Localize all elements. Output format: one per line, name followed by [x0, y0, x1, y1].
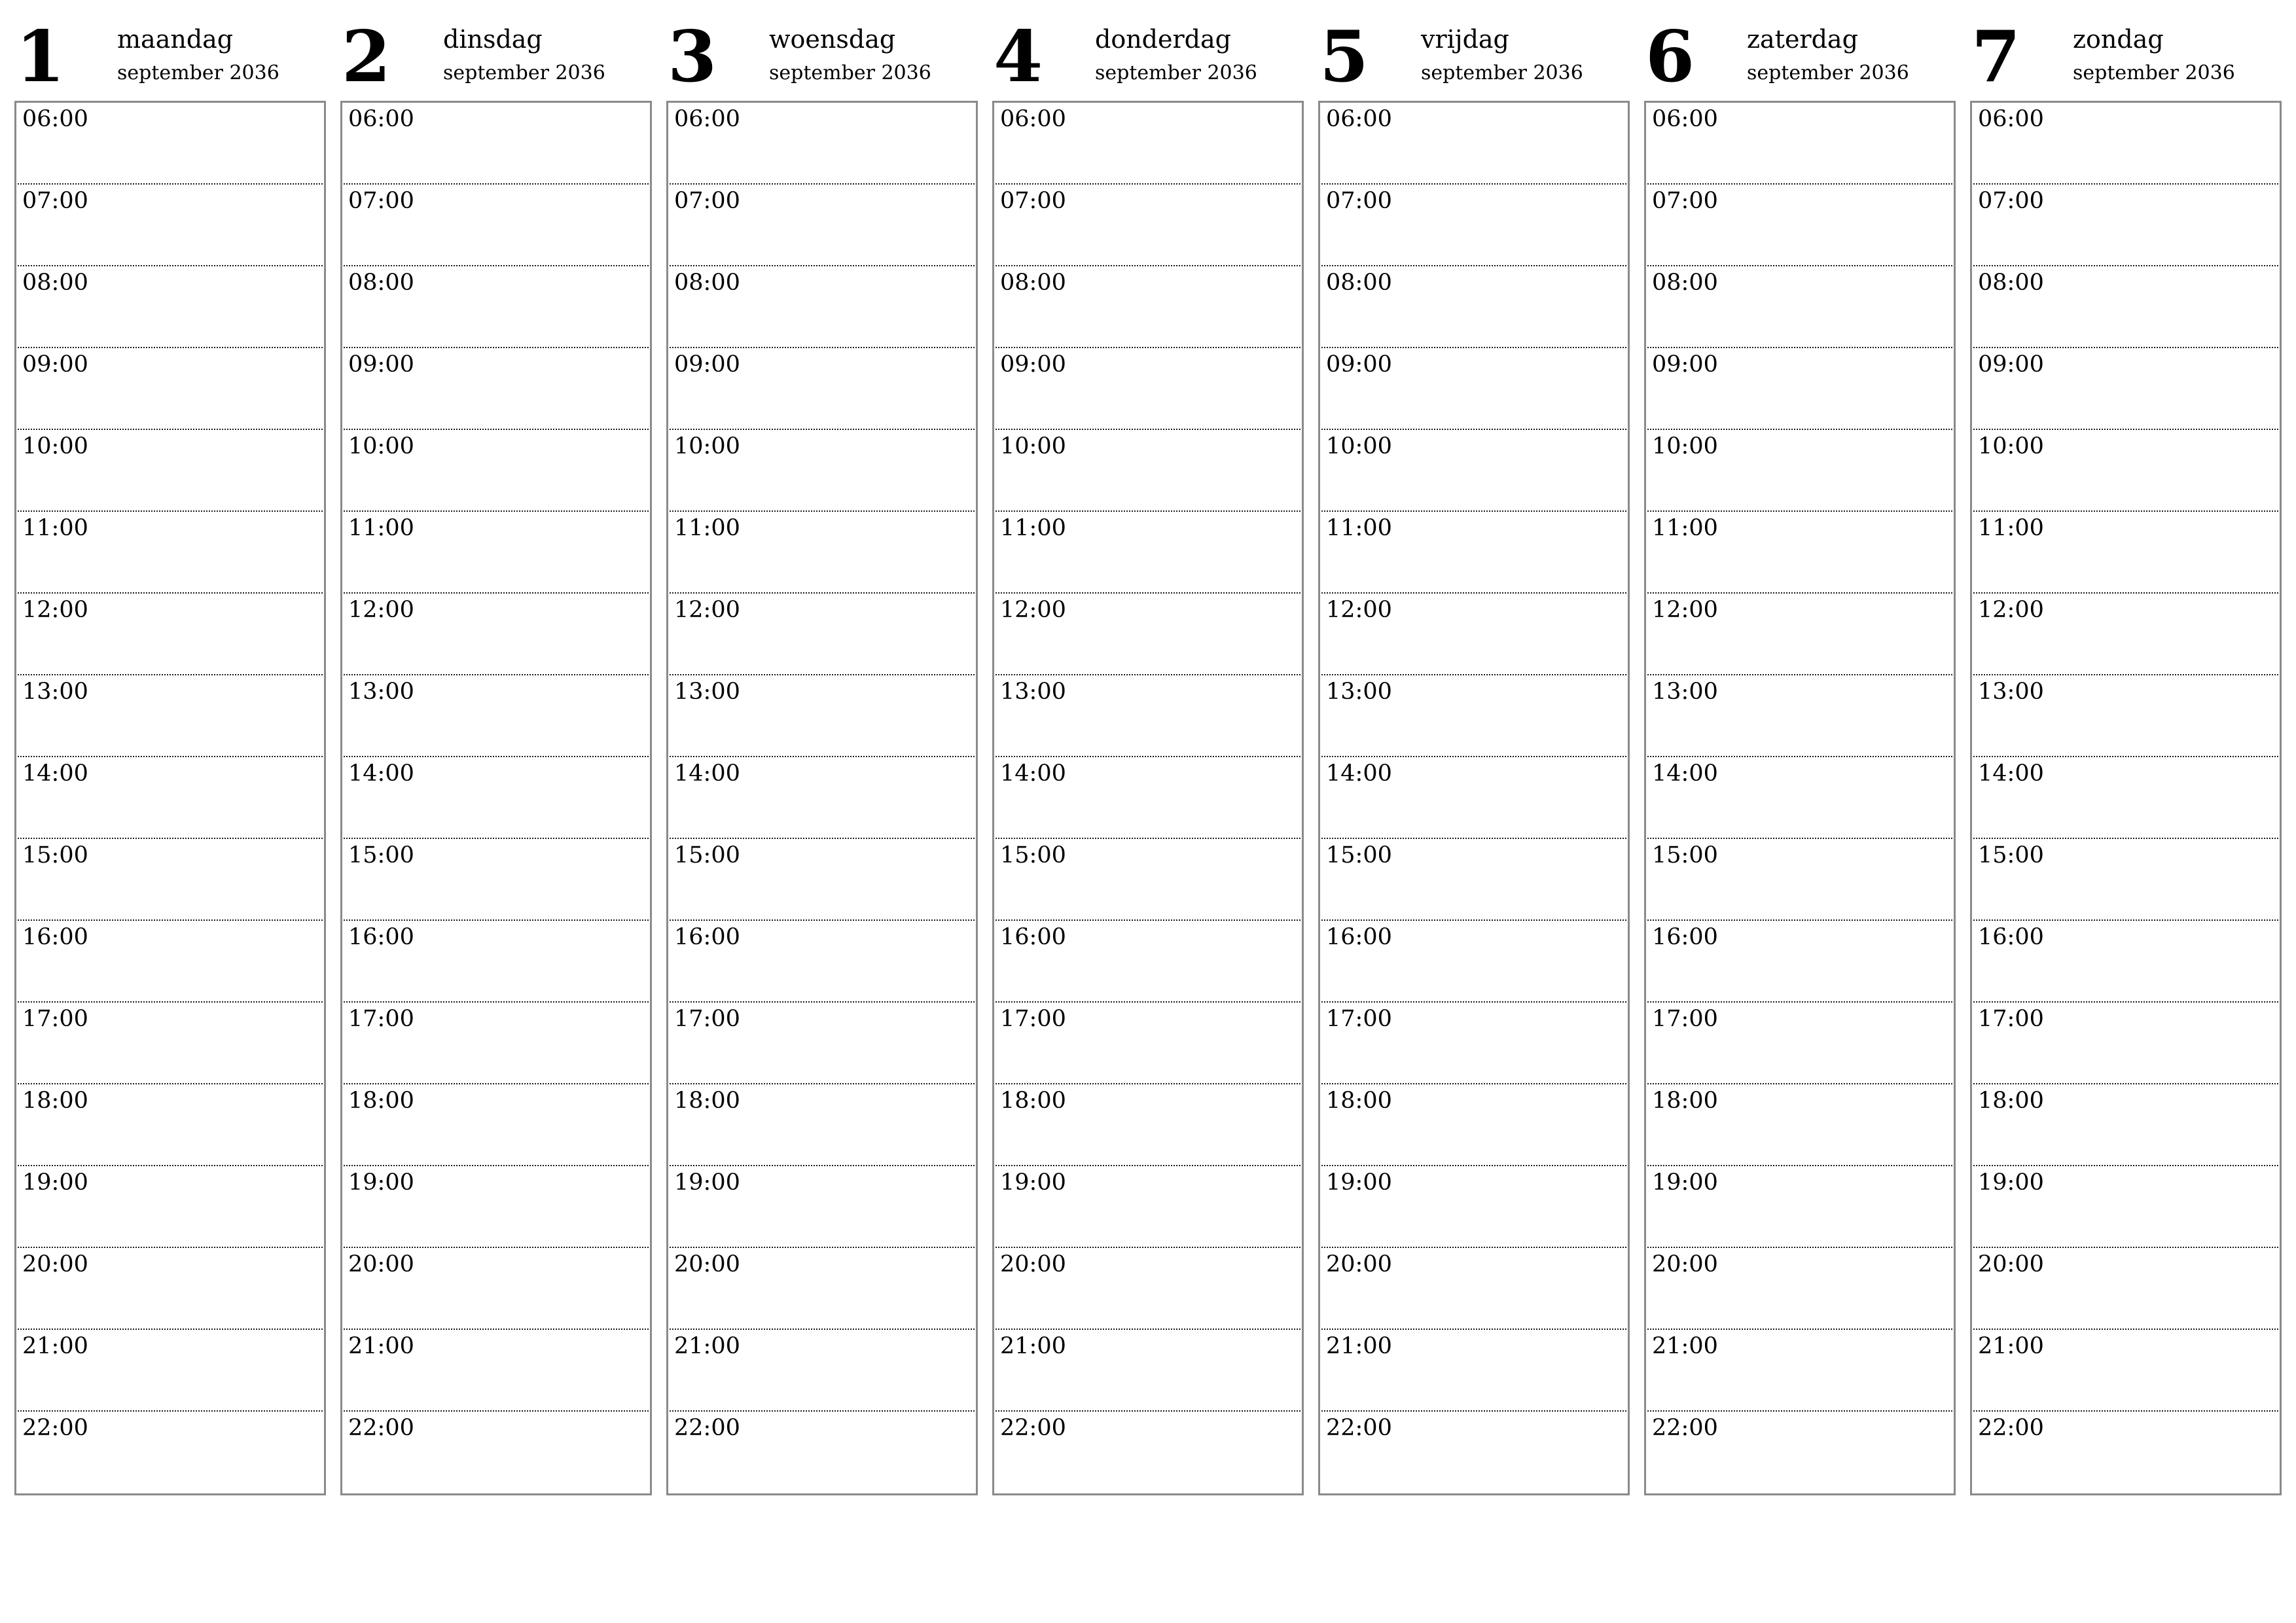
day-number: 1: [16, 16, 65, 98]
hour-slot: [16, 757, 324, 839]
day-month-year: september 2036: [1095, 62, 1257, 84]
hour-slot: [1646, 185, 1954, 266]
hour-label: 09:00: [1000, 351, 1066, 378]
day-column: [1644, 0, 1956, 1499]
hour-slot: [668, 757, 976, 839]
hour-label: 20:00: [1000, 1251, 1066, 1277]
hour-label: 10:00: [1326, 433, 1392, 459]
hour-label: 21:00: [1652, 1333, 1718, 1359]
hour-label: 07:00: [348, 188, 414, 214]
hour-label: 18:00: [22, 1088, 88, 1114]
day-column: [1970, 0, 2282, 1499]
hour-slot: [342, 1084, 650, 1166]
hour-slot: [1646, 594, 1954, 675]
hour-slot: [1320, 103, 1628, 185]
hour-label: 07:00: [1978, 188, 2044, 214]
hour-slot: [1972, 594, 2280, 675]
hour-slot: [668, 266, 976, 348]
hour-slot: [994, 1166, 1302, 1248]
hour-label: 11:00: [1978, 515, 2044, 541]
hour-slot: [1972, 266, 2280, 348]
hour-label: 06:00: [348, 106, 414, 132]
day-column: [992, 0, 1304, 1499]
hour-slot: [1972, 1084, 2280, 1166]
hour-slot: [342, 1412, 650, 1493]
hour-slot: [342, 757, 650, 839]
hour-label: 20:00: [1978, 1251, 2044, 1277]
hour-label: 10:00: [22, 433, 88, 459]
hour-label: 17:00: [1000, 1006, 1066, 1032]
hour-slot: [1320, 348, 1628, 430]
hour-label: 20:00: [1652, 1251, 1718, 1277]
hour-slot: [1972, 512, 2280, 594]
hour-slot: [342, 1003, 650, 1084]
hour-label: 21:00: [1326, 1333, 1392, 1359]
hour-slot: [668, 839, 976, 921]
hour-label: 06:00: [22, 106, 88, 132]
hour-slot: [1320, 1412, 1628, 1493]
hour-label: 18:00: [1326, 1088, 1392, 1114]
hour-label: 21:00: [1978, 1333, 2044, 1359]
hour-label: 18:00: [1652, 1088, 1718, 1114]
hour-label: 15:00: [1652, 842, 1718, 868]
hour-label: 06:00: [1000, 106, 1066, 132]
day-number: 7: [1971, 16, 2021, 98]
hour-label: 17:00: [1652, 1006, 1718, 1032]
hour-slot: [994, 512, 1302, 594]
hour-label: 17:00: [674, 1006, 740, 1032]
hour-slot: [668, 675, 976, 757]
hour-label: 19:00: [1652, 1169, 1718, 1196]
hour-label: 19:00: [348, 1169, 414, 1196]
day-month-year: september 2036: [2073, 62, 2235, 84]
day-name: zondag: [2073, 25, 2164, 54]
day-number: 4: [994, 16, 1043, 98]
hour-label: 16:00: [22, 924, 88, 950]
day-month-year: september 2036: [117, 62, 279, 84]
hour-label: 13:00: [22, 679, 88, 705]
hour-slot: [16, 348, 324, 430]
hour-slot: [1646, 921, 1954, 1003]
day-name: donderdag: [1095, 25, 1231, 54]
hour-slot: [1646, 348, 1954, 430]
hour-label: 21:00: [348, 1333, 414, 1359]
hour-slot: [994, 757, 1302, 839]
hour-label: 16:00: [1000, 924, 1066, 950]
hour-label: 14:00: [674, 760, 740, 787]
hour-label: 18:00: [348, 1088, 414, 1114]
hour-label: 08:00: [1978, 270, 2044, 296]
hour-label: 12:00: [1326, 597, 1392, 623]
hour-slot: [342, 921, 650, 1003]
hour-slot: [16, 1166, 324, 1248]
hour-slot: [342, 839, 650, 921]
hour-label: 17:00: [22, 1006, 88, 1032]
hour-slot: [994, 594, 1302, 675]
hour-slot: [1320, 1084, 1628, 1166]
hour-label: 10:00: [1978, 433, 2044, 459]
hour-slot: [668, 1084, 976, 1166]
hour-label: 22:00: [348, 1415, 414, 1441]
hour-label: 10:00: [1652, 433, 1718, 459]
hour-slot: [994, 348, 1302, 430]
hour-slot: [1646, 1166, 1954, 1248]
hour-slot: [1646, 1412, 1954, 1493]
hour-slot: [16, 430, 324, 512]
hour-slot: [994, 921, 1302, 1003]
hour-slot: [1646, 1330, 1954, 1412]
hour-label: 09:00: [674, 351, 740, 378]
hour-slot: [1972, 921, 2280, 1003]
hour-slot: [1972, 1166, 2280, 1248]
hour-slot: [1320, 757, 1628, 839]
day-column: [666, 0, 978, 1499]
hour-label: 14:00: [22, 760, 88, 787]
day-month-year: september 2036: [769, 62, 931, 84]
hour-label: 19:00: [1326, 1169, 1392, 1196]
hour-label: 09:00: [348, 351, 414, 378]
hour-label: 12:00: [1000, 597, 1066, 623]
hour-label: 14:00: [1000, 760, 1066, 787]
hour-label: 06:00: [1326, 106, 1392, 132]
hour-label: 19:00: [1000, 1169, 1066, 1196]
day-month-year: september 2036: [1747, 62, 1909, 84]
day-column: [14, 0, 326, 1499]
hour-slot: [668, 594, 976, 675]
hour-slot: [668, 103, 976, 185]
day-number: 3: [668, 16, 717, 98]
hour-label: 14:00: [1978, 760, 2044, 787]
hour-label: 06:00: [1652, 106, 1718, 132]
hour-label: 15:00: [674, 842, 740, 868]
hour-slot: [994, 1084, 1302, 1166]
hourly-schedule: [666, 101, 978, 1495]
hour-label: 18:00: [674, 1088, 740, 1114]
hour-label: 19:00: [1978, 1169, 2044, 1196]
hour-label: 16:00: [674, 924, 740, 950]
day-number: 5: [1319, 16, 1369, 98]
hour-slot: [1320, 512, 1628, 594]
hour-slot: [668, 1248, 976, 1330]
hour-label: 11:00: [1652, 515, 1718, 541]
hour-label: 17:00: [1326, 1006, 1392, 1032]
hour-slot: [994, 675, 1302, 757]
hour-label: 13:00: [1326, 679, 1392, 705]
hour-slot: [1972, 1330, 2280, 1412]
hour-label: 10:00: [1000, 433, 1066, 459]
hour-slot: [994, 1248, 1302, 1330]
hour-slot: [16, 1412, 324, 1493]
hour-slot: [1320, 1330, 1628, 1412]
hour-label: 11:00: [674, 515, 740, 541]
hour-label: 08:00: [1000, 270, 1066, 296]
hour-label: 16:00: [1652, 924, 1718, 950]
hour-slot: [1320, 675, 1628, 757]
hour-label: 12:00: [1652, 597, 1718, 623]
hour-slot: [668, 1330, 976, 1412]
hourly-schedule: [1970, 101, 2282, 1495]
hour-slot: [1646, 757, 1954, 839]
hour-label: 12:00: [674, 597, 740, 623]
hour-label: 12:00: [22, 597, 88, 623]
hour-slot: [16, 839, 324, 921]
hour-label: 20:00: [1326, 1251, 1392, 1277]
hour-label: 22:00: [22, 1415, 88, 1441]
hour-label: 12:00: [348, 597, 414, 623]
day-name: zaterdag: [1747, 25, 1858, 54]
hour-slot: [994, 1330, 1302, 1412]
hour-label: 06:00: [674, 106, 740, 132]
hour-slot: [994, 1003, 1302, 1084]
hour-slot: [1972, 675, 2280, 757]
hour-slot: [16, 185, 324, 266]
hour-label: 08:00: [348, 270, 414, 296]
hourly-schedule: [14, 101, 326, 1495]
hour-label: 11:00: [22, 515, 88, 541]
hour-slot: [994, 1412, 1302, 1493]
hour-label: 08:00: [1326, 270, 1392, 296]
hour-slot: [1646, 839, 1954, 921]
hour-slot: [1972, 839, 2280, 921]
hour-label: 16:00: [348, 924, 414, 950]
hour-slot: [342, 430, 650, 512]
hour-slot: [1646, 675, 1954, 757]
hour-slot: [342, 103, 650, 185]
hour-slot: [1646, 103, 1954, 185]
hour-label: 13:00: [1652, 679, 1718, 705]
hour-slot: [1320, 1003, 1628, 1084]
hour-label: 07:00: [674, 188, 740, 214]
hour-slot: [668, 921, 976, 1003]
hour-label: 09:00: [1652, 351, 1718, 378]
day-number: 2: [342, 16, 391, 98]
hour-label: 11:00: [1326, 515, 1392, 541]
hour-label: 09:00: [1326, 351, 1392, 378]
hour-label: 22:00: [1000, 1415, 1066, 1441]
hour-slot: [342, 266, 650, 348]
hour-slot: [668, 185, 976, 266]
hour-label: 21:00: [1000, 1333, 1066, 1359]
day-number: 6: [1645, 16, 1695, 98]
hour-slot: [1972, 1412, 2280, 1493]
hour-slot: [1320, 1166, 1628, 1248]
hour-label: 22:00: [1652, 1415, 1718, 1441]
hour-label: 20:00: [348, 1251, 414, 1277]
hour-slot: [1646, 266, 1954, 348]
hour-label: 15:00: [1326, 842, 1392, 868]
hour-slot: [342, 348, 650, 430]
hour-label: 08:00: [22, 270, 88, 296]
hourly-schedule: [1644, 101, 1956, 1495]
hour-label: 15:00: [1000, 842, 1066, 868]
day-name: maandag: [117, 25, 234, 54]
hour-slot: [16, 921, 324, 1003]
hour-slot: [1646, 1084, 1954, 1166]
hour-slot: [1320, 430, 1628, 512]
hour-label: 12:00: [1978, 597, 2044, 623]
hour-label: 15:00: [1978, 842, 2044, 868]
hour-label: 19:00: [22, 1169, 88, 1196]
day-column: [1318, 0, 1630, 1499]
hour-slot: [16, 594, 324, 675]
hour-slot: [16, 512, 324, 594]
day-name: dinsdag: [443, 25, 543, 54]
hour-slot: [994, 185, 1302, 266]
hour-slot: [1320, 839, 1628, 921]
hour-slot: [16, 266, 324, 348]
hour-label: 14:00: [1326, 760, 1392, 787]
hour-slot: [1972, 185, 2280, 266]
hour-label: 07:00: [1326, 188, 1392, 214]
hour-label: 13:00: [1000, 679, 1066, 705]
hour-slot: [1320, 594, 1628, 675]
hour-slot: [668, 430, 976, 512]
hour-label: 22:00: [674, 1415, 740, 1441]
hour-slot: [1972, 1003, 2280, 1084]
hour-slot: [16, 675, 324, 757]
hour-slot: [668, 512, 976, 594]
hour-slot: [16, 1248, 324, 1330]
hour-slot: [1972, 430, 2280, 512]
hour-label: 07:00: [1652, 188, 1718, 214]
hour-label: 20:00: [22, 1251, 88, 1277]
hour-slot: [1646, 512, 1954, 594]
hour-slot: [1972, 757, 2280, 839]
hour-slot: [16, 103, 324, 185]
hour-label: 14:00: [348, 760, 414, 787]
day-month-year: september 2036: [1421, 62, 1583, 84]
hour-slot: [342, 1248, 650, 1330]
hour-slot: [1320, 921, 1628, 1003]
hour-label: 21:00: [674, 1333, 740, 1359]
hour-label: 22:00: [1978, 1415, 2044, 1441]
day-name: vrijdag: [1421, 25, 1509, 54]
hour-slot: [342, 512, 650, 594]
hour-label: 22:00: [1326, 1415, 1392, 1441]
hour-slot: [16, 1084, 324, 1166]
hour-slot: [1320, 266, 1628, 348]
hour-slot: [16, 1330, 324, 1412]
hour-label: 19:00: [674, 1169, 740, 1196]
hour-slot: [16, 1003, 324, 1084]
hour-slot: [342, 1166, 650, 1248]
hour-label: 20:00: [674, 1251, 740, 1277]
hour-slot: [342, 185, 650, 266]
hour-label: 07:00: [22, 188, 88, 214]
day-name: woensdag: [769, 25, 896, 54]
hourly-schedule: [340, 101, 652, 1495]
hour-slot: [668, 1166, 976, 1248]
hour-label: 13:00: [348, 679, 414, 705]
weekly-planner: [14, 0, 2282, 1499]
hour-label: 10:00: [348, 433, 414, 459]
hour-label: 16:00: [1978, 924, 2044, 950]
hour-slot: [994, 103, 1302, 185]
hour-slot: [668, 348, 976, 430]
hour-label: 10:00: [674, 433, 740, 459]
hour-label: 17:00: [1978, 1006, 2044, 1032]
hour-label: 11:00: [1000, 515, 1066, 541]
hour-label: 13:00: [674, 679, 740, 705]
hour-label: 08:00: [1652, 270, 1718, 296]
hour-slot: [1972, 1248, 2280, 1330]
hour-label: 18:00: [1978, 1088, 2044, 1114]
hour-slot: [1320, 1248, 1628, 1330]
hour-slot: [1646, 1248, 1954, 1330]
hour-slot: [1972, 348, 2280, 430]
hour-slot: [994, 839, 1302, 921]
hour-label: 13:00: [1978, 679, 2044, 705]
hour-label: 11:00: [348, 515, 414, 541]
hour-slot: [668, 1412, 976, 1493]
hour-label: 14:00: [1652, 760, 1718, 787]
hour-slot: [1646, 1003, 1954, 1084]
hour-label: 09:00: [22, 351, 88, 378]
day-month-year: september 2036: [443, 62, 605, 84]
hour-label: 07:00: [1000, 188, 1066, 214]
hour-slot: [994, 430, 1302, 512]
day-column: [340, 0, 652, 1499]
hour-slot: [994, 266, 1302, 348]
hour-label: 06:00: [1978, 106, 2044, 132]
hour-slot: [342, 594, 650, 675]
hour-label: 09:00: [1978, 351, 2044, 378]
hour-slot: [342, 675, 650, 757]
hour-slot: [1646, 430, 1954, 512]
hour-label: 18:00: [1000, 1088, 1066, 1114]
hourly-schedule: [1318, 101, 1630, 1495]
hour-label: 17:00: [348, 1006, 414, 1032]
hour-label: 08:00: [674, 270, 740, 296]
hour-slot: [1320, 185, 1628, 266]
hour-label: 16:00: [1326, 924, 1392, 950]
hour-label: 15:00: [348, 842, 414, 868]
hour-slot: [342, 1330, 650, 1412]
hour-slot: [1972, 103, 2280, 185]
hourly-schedule: [992, 101, 1304, 1495]
hour-slot: [668, 1003, 976, 1084]
hour-label: 21:00: [22, 1333, 88, 1359]
hour-label: 15:00: [22, 842, 88, 868]
